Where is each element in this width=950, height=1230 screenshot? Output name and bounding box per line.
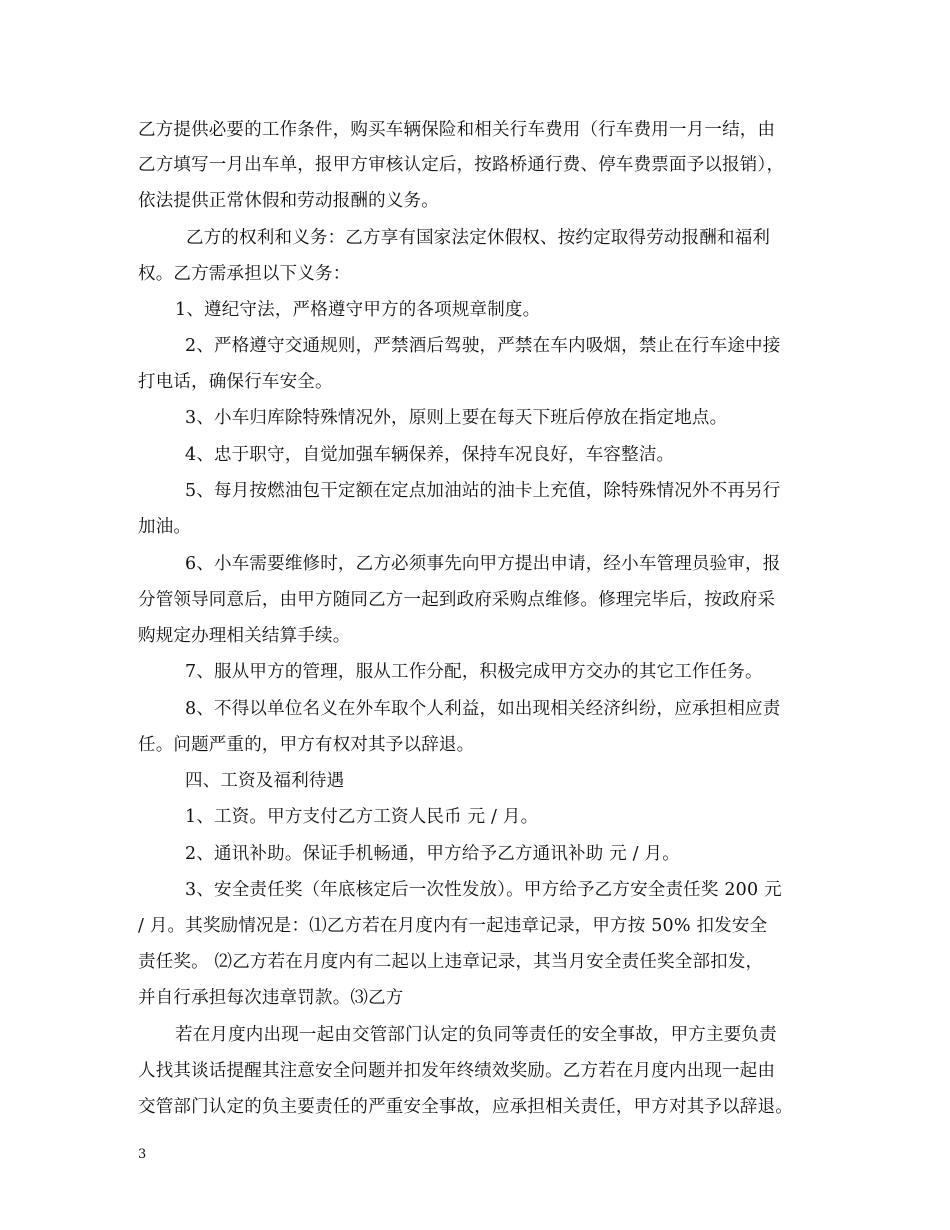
text-line: 人找其谈话提醒其注意安全问题并扣发年终绩效奖励。乙方若在月度内出现一起由 bbox=[138, 1061, 776, 1081]
page-number: 3 bbox=[138, 1147, 147, 1162]
text-line: / 月。其奖励情况是：⑴乙方若在月度内有一起违章记录，甲方按 50% 扣发安全 bbox=[138, 916, 768, 936]
text-line: 3、安全责任奖（年底核定后一次性发放）。甲方给予乙方安全责任奖 200 元 bbox=[185, 880, 782, 900]
section-heading: 四、工资及福利待遇 bbox=[185, 771, 345, 791]
text-line: 加油。 bbox=[138, 517, 192, 537]
text-line: 6、小车需要维修时，乙方必须事先向甲方提出申请，经小车管理员验审，报 bbox=[185, 554, 781, 574]
text-line: 任。问题严重的，甲方有权对其予以辞退。 bbox=[138, 735, 475, 755]
text-line: 4、忠于职守，自觉加强车辆保养，保持车况良好，车容整洁。 bbox=[185, 445, 675, 465]
text-line: 权。乙方需承担以下义务： bbox=[138, 264, 351, 284]
text-line: 1、工资。甲方支付乙方工资人民币 元 / 月。 bbox=[185, 807, 539, 827]
text-line: 2、严格遵守交通规则，严禁酒后驾驶，严禁在车内吸烟，禁止在行车途中接 bbox=[185, 336, 781, 356]
text-line: 并自行承担每次违章罚款。⑶乙方 bbox=[138, 988, 404, 1008]
text-line: 7、服从甲方的管理，服从工作分配，积极完成甲方交办的其它工作任务。 bbox=[185, 662, 763, 682]
text-line: 乙方的权利和义务：乙方享有国家法定休假权、按约定取得劳动报酬和福利 bbox=[186, 228, 771, 248]
text-line: 乙方填写一月出车单，报甲方审核认定后，按路桥通行费、停车费票面予以报销）， bbox=[138, 155, 785, 175]
text-line: 责任奖。 ⑵乙方若在月度内有二起以上违章记录，其当月安全责任奖全部扣发， bbox=[138, 952, 764, 972]
text-line: 依法提供正常休假和劳动报酬的义务。 bbox=[138, 191, 439, 211]
text-line: 交管部门认定的负主要责任的严重安全事故，应承担相关责任，甲方对其予以辞退。 bbox=[138, 1097, 793, 1117]
text-line: 3、小车归库除特殊情况外，原则上要在每天下班后停放在指定地点。 bbox=[185, 408, 728, 428]
text-line: 5、每月按燃油包干定额在定点加油站的油卡上充值，除特殊情况外不再另行 bbox=[185, 481, 781, 501]
text-line: 1、遵纪守法，严格遵守甲方的各项规章制度。 bbox=[175, 300, 541, 320]
text-line: 乙方提供必要的工作条件，购买车辆保险和相关行车费用（行车费用一月一结，由 bbox=[138, 120, 776, 140]
text-line: 分管领导同意后，由甲方随同乙方一起到政府采购点维修。修理完毕后，按政府采 bbox=[138, 590, 776, 610]
text-line: 8、不得以单位名义在外车取个人利益，如出现相关经济纠纷，应承担相应责 bbox=[185, 699, 781, 719]
text-line: 打电话，确保行车安全。 bbox=[138, 372, 333, 392]
text-line: 2、通讯补助。保证手机畅通，甲方给予乙方通讯补助 元 / 月。 bbox=[185, 844, 680, 864]
text-line: 若在月度内出现一起由交管部门认定的负同等责任的安全事故，甲方主要负责 bbox=[175, 1025, 777, 1045]
text-line: 购规定办理相关结算手续。 bbox=[138, 626, 351, 646]
